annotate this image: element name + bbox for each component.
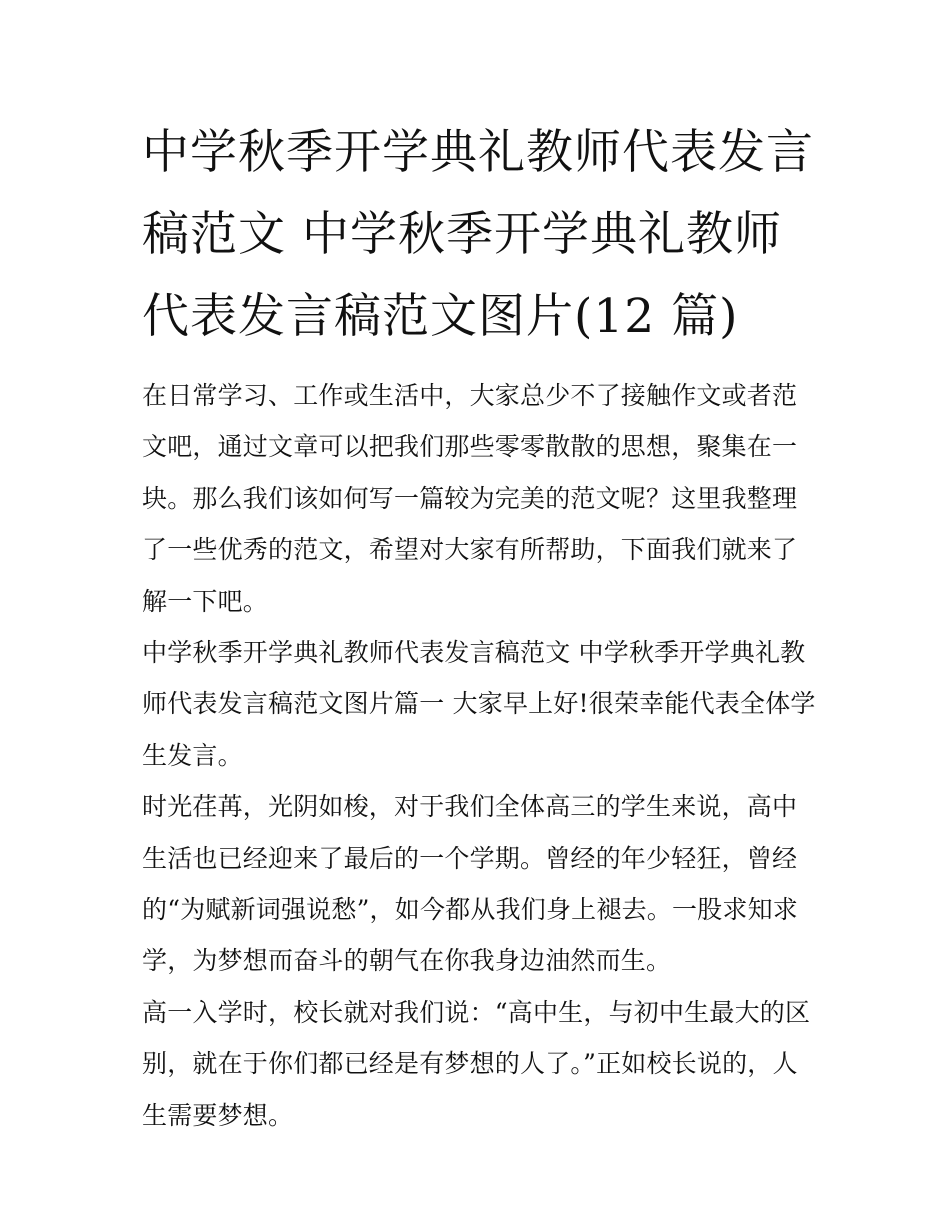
paragraph-section-heading: 中学秋季开学典礼教师代表发言稿范文 中学秋季开学典礼教师代表发言稿范文图片篇一 大家早上好!很荣幸能代表全体学生发言。 — [142, 638, 816, 770]
document-title: 中学秋季开学典礼教师代表发言稿范文 中学秋季开学典礼教师代表发言稿范文图片(12 篇) — [142, 125, 814, 344]
document-page — [142, 112, 818, 1141]
paragraph-principal-quote: 高一入学时，校长就对我们说：“高中生，与初中生最大的区别，就在于你们都已经是有梦想的人了。”正如校长说的，人生需要梦想。 — [142, 997, 811, 1130]
paragraph-time-passing: 时光荏苒，光阴如梭，对于我们全体高三的学生来说，高中生活也已经迎来了最后的一个学期。曾经的年少轻狂，曾经的“为赋新词强说愁”，如今都从我们身上褪去。一股求知求学，为梦想而奋斗的朝气在你我身边油然而生。 — [142, 792, 798, 976]
paragraph-intro: 在日常学习、工作或生活中，大家总少不了接触作文或者范文吧，通过文章可以把我们那些零零散散的思想，聚集在一块。那么我们该如何写一篇较为完美的范文呢？这里我整理了一些优秀的范文，希望对大家有所帮助，下面我们就来了解一下吧。 — [142, 381, 798, 616]
